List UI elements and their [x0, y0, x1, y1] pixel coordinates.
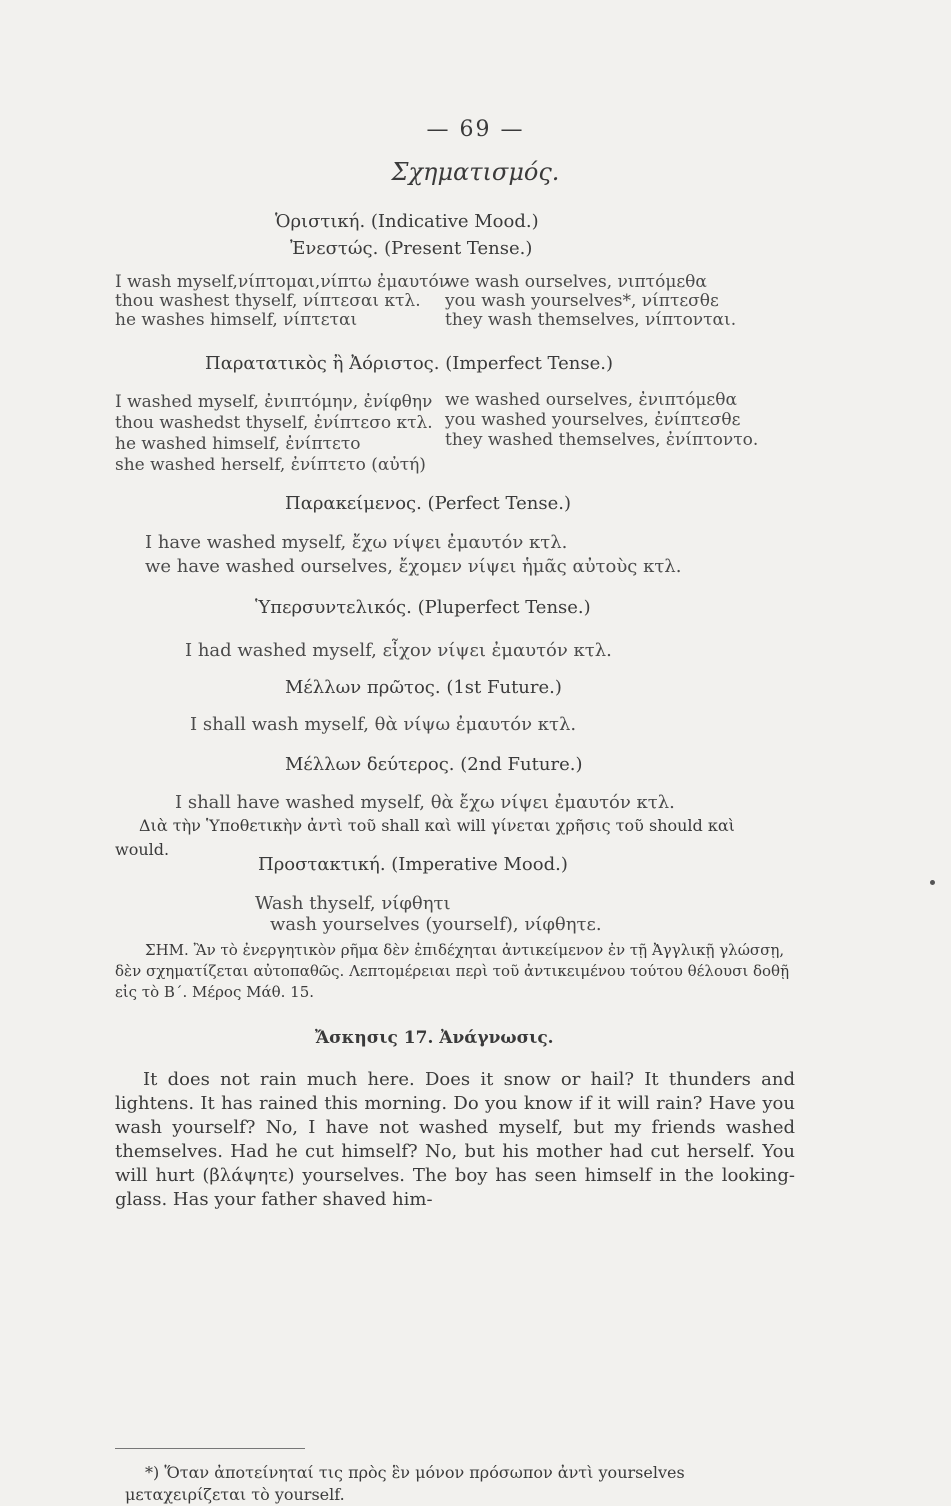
- imperfect-left-4: she washed herself, ἐνίπτετο (αὐτή): [115, 455, 426, 475]
- present-heading: Ἐνεστώς. (Present Tense.): [290, 238, 533, 259]
- present-right-3: they wash themselves, νίπτονται.: [445, 310, 737, 330]
- perfect-line-2: we have washed ourselves, ἔχομεν νίψει ἡμᾶς αὐτοὺς κτλ.: [145, 556, 682, 577]
- ink-speck: [930, 880, 935, 885]
- exercise-text: It does not rain much here. Does it snow or hail? It thunders and lightens. It has rained this morning. Do you know if it will rain? Have you wash yourself? No, I have not washed myself, but my friends washed themselves. Had he cut himself? No, but his mother had cut herself. You will hurt (βλάψητε) yourselves. The boy has seen himself in the looking-glass. Has your father shaved him-: [115, 1069, 795, 1210]
- imperative-heading: Προστακτική. (Imperative Mood.): [258, 854, 568, 875]
- present-left-2: thou washest thyself, νίπτεσαι κτλ.: [115, 291, 421, 311]
- footnote: *) Ὅταν ἀποτείνηταί τις πρὸς ἓν μόνον πρόσωπον ἀντὶ yourselves μεταχειρίζεται τὸ yourself.: [125, 1463, 685, 1504]
- perfect-heading: Παρακείμενος. (Perfect Tense.): [285, 493, 571, 514]
- present-left-3: he washes himself, νίπτεται: [115, 310, 358, 330]
- imperfect-right-1: we washed ourselves, ἐνιπτόμεθα: [445, 390, 737, 410]
- imperative-line-2: wash yourselves (yourself), νίφθητε.: [270, 914, 602, 935]
- pluperfect-heading: Ὑπερσυντελικός. (Pluperfect Tense.): [255, 597, 591, 618]
- imperfect-left-2: thou washedst thyself, ἐνίπτεσο κτλ.: [115, 413, 433, 433]
- exercise-heading: Ἄσκησις 17. Ἀνάγνωσις.: [315, 1028, 554, 1048]
- imperfect-heading: Παρατατικὸς ἢ Ἀόριστος. (Imperfect Tense.): [205, 353, 614, 374]
- imperfect-right-2: you washed yourselves, ἐνίπτεσθε: [445, 410, 741, 430]
- conditional-note: Διὰ τὴν Ὑποθετικὴν ἀντὶ τοῦ shall καὶ will γίνεται χρῆσις τοῦ should καὶ would.: [115, 816, 735, 859]
- imperative-line-1: Wash thyself, νίφθητι: [255, 893, 451, 914]
- imperfect-left-1: I washed myself, ἐνιπτόμην, ἐνίφθην: [115, 392, 433, 412]
- imperfect-left-3: he washed himself, ἐνίπτετο: [115, 434, 361, 454]
- future1-heading: Μέλλων πρῶτος. (1st Future.): [285, 677, 562, 698]
- indicative-heading: Ὁριστική. (Indicative Mood.): [275, 211, 539, 232]
- section-title: Σχηματισμός.: [391, 158, 560, 186]
- present-right-1: we wash ourselves, νιπτόμεθα: [445, 272, 707, 292]
- present-left-1: I wash myself,νίπτομαι,νίπτω ἐμαυτόν: [115, 272, 450, 292]
- page-number: — 69 —: [426, 117, 525, 142]
- pluperfect-line: I had washed myself, εἶχον νίψει ἐμαυτόν κτλ.: [185, 640, 612, 661]
- future1-line: I shall wash myself, θὰ νίψω ἐμαυτόν κτλ.: [190, 714, 577, 735]
- grammar-note: ΣΗΜ. Ἂν τὸ ἐνεργητικὸν ρῆμα δὲν ἐπιδέχηται ἀντικείμενον ἐν τῇ Ἀγγλικῇ γλώσσῃ, δὲν σχηματίζεται αὐτοπαθῶς. Λεπτομέρειαι περὶ τοῦ ἀντικειμένου τούτου θέλουσι δοθῇ εἰς τὸ Β΄. Μέρος Μάθ. 15.: [115, 941, 790, 1001]
- imperfect-right-3: they washed themselves, ἐνίπτοντο.: [445, 430, 759, 450]
- future2-line: I shall have washed myself, θὰ ἔχω νίψει ἐμαυτόν κτλ.: [175, 792, 675, 813]
- present-right-2: you wash yourselves*, νίπτεσθε: [445, 291, 719, 311]
- footnote-divider: [115, 1448, 305, 1449]
- perfect-line-1: I have washed myself, ἔχω νίψει ἐμαυτόν κτλ.: [145, 532, 568, 553]
- future2-heading: Μέλλων δεύτερος. (2nd Future.): [285, 754, 583, 775]
